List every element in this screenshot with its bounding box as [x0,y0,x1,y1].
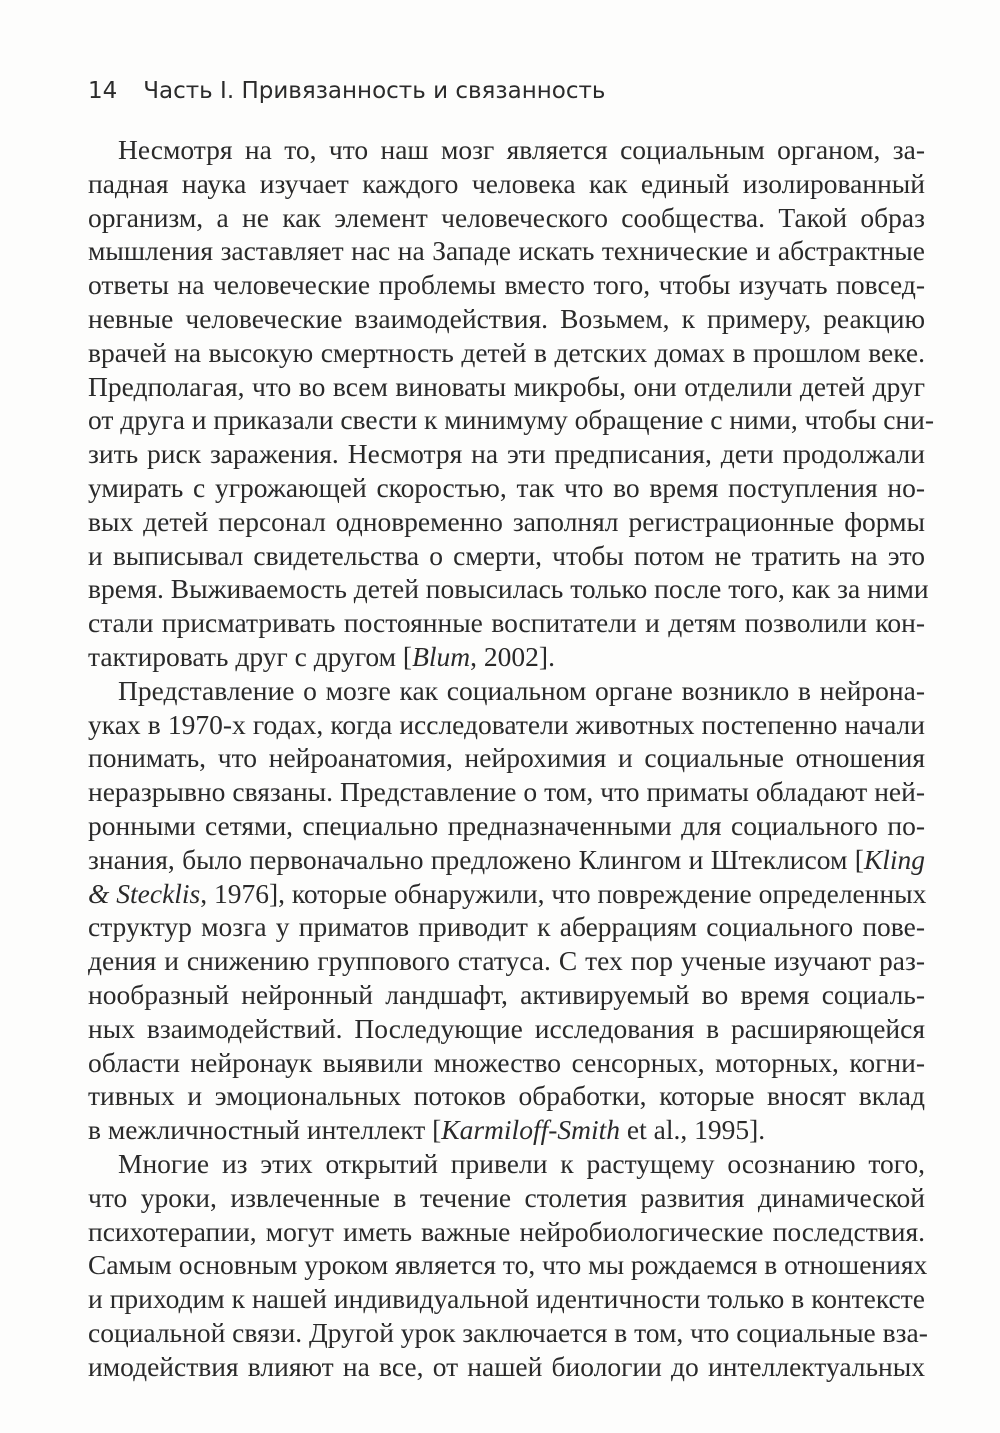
text-line: структур мозга у приматов приводит к аберрациям социального пове- [88,911,925,943]
text-line: мышления заставляет нас на Западе искать технические и абстрактные [88,235,925,267]
page-number: 14 [88,78,118,104]
text-line: неразрывно связаны. Представление о том, что приматы обладают ней- [88,776,925,808]
text-line: стали присматривать постоянные воспитатели и детям позволили кон- [88,607,925,639]
text-line: невные человеческие взаимодействия. Возьмем, к примеру, реакцию [88,302,925,334]
text-line: время. Выживаемость детей повысилась только после того, как за ними [88,573,929,605]
text-line: ответы на человеческие проблемы вместо того, чтобы изучать повсед- [88,269,925,301]
text-line: вых детей персонал одновременно заполнял регистрационные формы [88,505,925,537]
text-line: врачей на высокую смертность детей в детских домах в прошлом веке. [88,336,925,368]
text-line: от друга и приказали свести к минимуму обращение с ними, чтобы сни- [88,404,935,436]
citation-prefix: в межличностный интеллект [ [88,1114,442,1146]
citation-year: et al., 1995]. [620,1114,766,1146]
text-line: и приходим к нашей индивидуальной идентичности только в контексте [88,1283,925,1315]
paragraph-3 [88,1147,928,1384]
citation-author: Karmiloff-Smith [441,1114,621,1146]
text-line-citation [88,877,925,911]
citation-prefix: тактировать друг с другом [ [88,640,413,672]
citation-year: , 1976], которые обнаружили, что повреждение определенных [200,877,927,909]
citation-prefix: знания, было первоначально предложено Клингом и Штеклисом [ [88,843,864,875]
text-line: тивных и эмоциональных потоков обработки, которые вносят вклад [88,1080,925,1112]
text-line: нообразный нейронный ландшафт, активируемый во время социаль- [88,978,925,1010]
text-line: Предполагая, что во всем виноваты микробы, они отделили детей друг [88,370,925,402]
text-line-citation [88,843,925,877]
text-line: понимать, что нейроанатомия, нейрохимия и социальные отношения [88,742,925,774]
text-line: психотерапии, могут иметь важные нейробиологические последствия. [88,1215,925,1247]
text-line: Представление о мозге как социальном органе возникло в нейрона- [118,674,925,706]
text-line: имодействия влияют на все, от нашей биологии до интеллектуальных [88,1350,925,1382]
text-line-citation [88,640,925,674]
paragraph-2 [88,674,925,1147]
citation-author: & Stecklis [88,877,201,909]
text-line: уках в 1970-х годах, когда исследователи животных постепенно начали [88,708,925,740]
text-line: Несмотря на то, что наш мозг является социальным органом, за- [118,134,925,165]
citation-author: Blum [412,640,471,672]
text-line: области нейронаук выявили множество сенсорных, моторных, когни- [88,1046,925,1078]
part-title: Часть I. Привязанность и связанность [143,78,606,104]
text-line: Самым основным уроком является то, что мы рождаемся в отношениях [88,1249,928,1281]
text-line: умирать с угрожающей скоростью, так что во время поступления но- [88,471,925,503]
text-line: зить риск заражения. Несмотря на эти предписания, дети продолжали [88,438,925,470]
text-line: организм, а не как элемент человеческого сообщества. Такой образ [88,201,925,233]
text-line: дения и снижению группового статуса. С тех пор ученые изучают раз- [88,945,925,977]
body-text [88,133,935,1383]
text-line-citation [88,1113,925,1147]
text-line: и выписывал свидетельства о смерти, чтобы потом не тратить на это [88,539,925,571]
text-line: ронными сетями, специально предназначенными для социального по- [88,809,925,841]
text-line: ных взаимодействий. Последующие исследования в расширяющейся [88,1012,925,1044]
citation-author: Kling [863,843,925,875]
citation-year: , 2002]. [470,640,555,672]
text-line: социальной связи. Другой урок заключается в том, что социальные вза- [88,1316,928,1348]
running-header [88,78,605,104]
text-line: падная наука изучает каждого человека как единый изолированный [88,167,925,199]
paragraph-1 [88,133,935,674]
text-line: Многие из этих открытий привели к растущему осознанию того, [118,1147,925,1179]
text-line: что уроки, извлеченные в течение столетия развития динамической [88,1181,925,1213]
